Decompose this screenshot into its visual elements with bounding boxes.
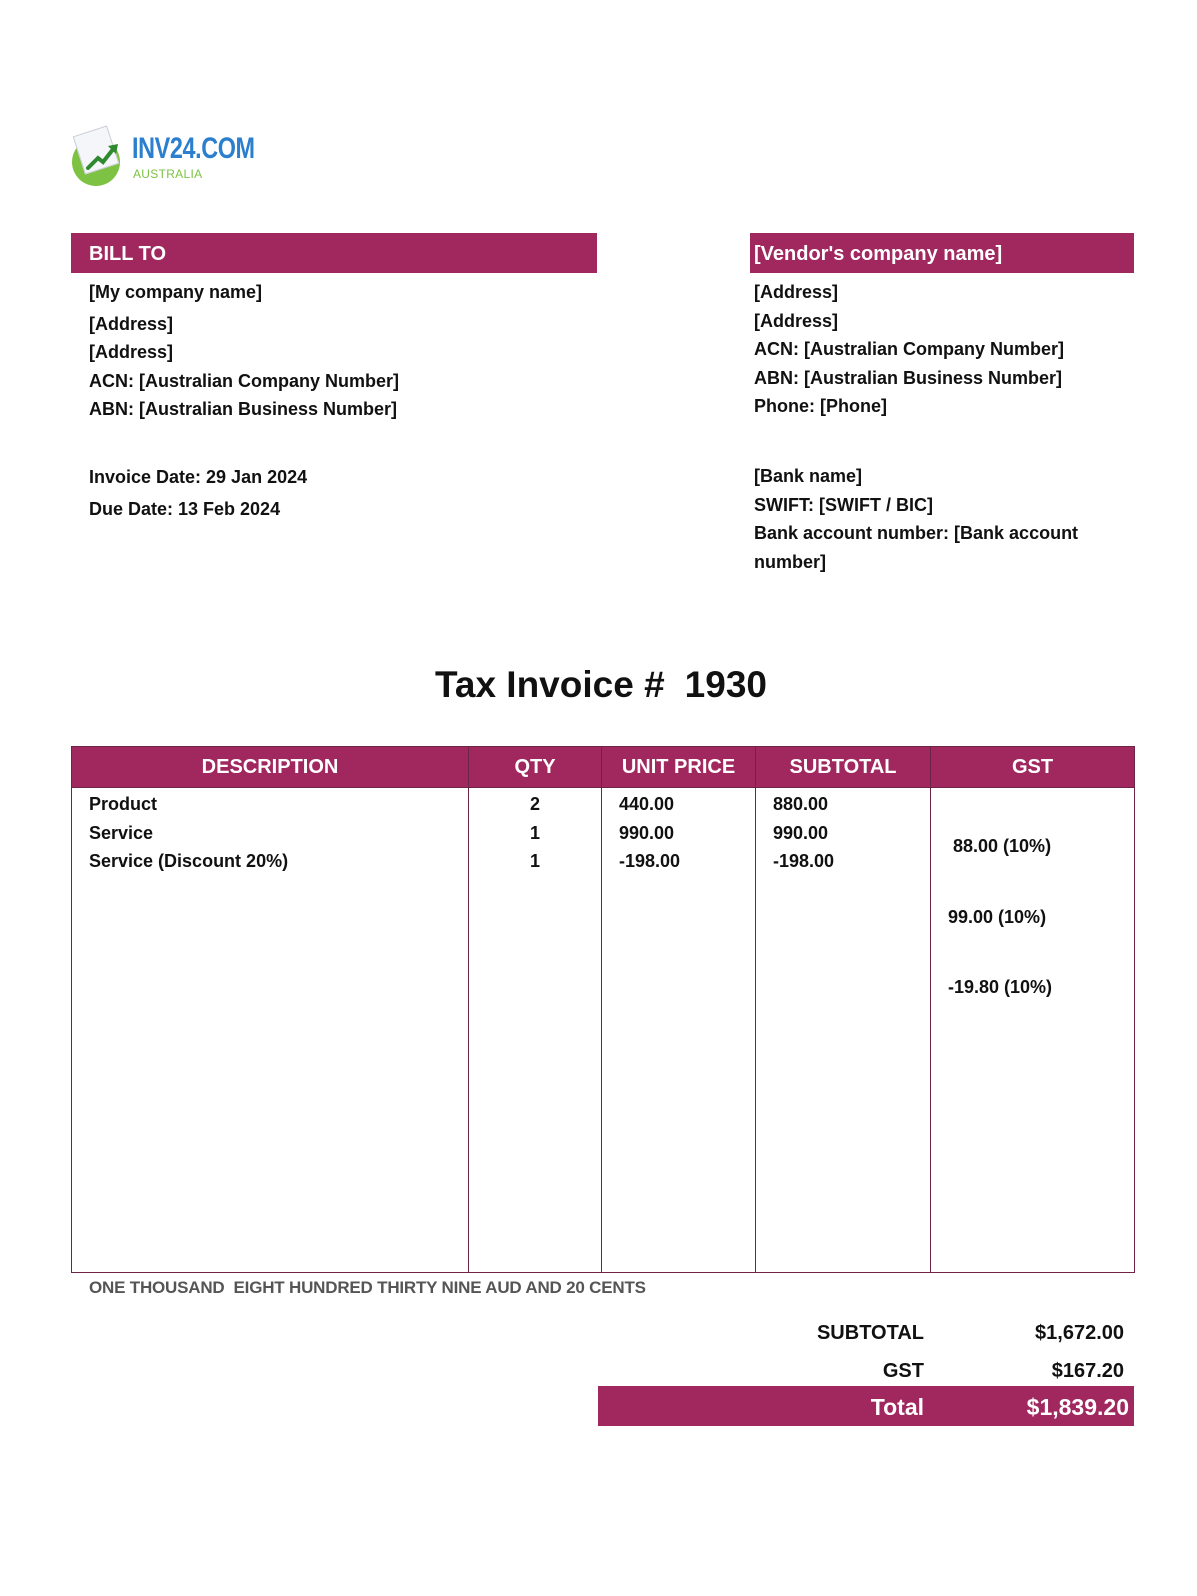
row-3-unit-price: -198.00 <box>619 851 681 871</box>
gst-label: GST <box>882 1360 924 1382</box>
row-1-gst: 88.00 (10%) <box>948 836 1052 856</box>
row-1-description: Product <box>89 794 158 814</box>
vendor-address-2: [Address] <box>754 310 839 331</box>
row-2-gst: 99.00 (10%) <box>948 906 1047 927</box>
logo-subtitle: AUSTRALIA <box>133 167 203 181</box>
invoice-number: 1930 <box>684 664 767 705</box>
table-header-row <box>72 747 1135 788</box>
subtotal-value: $1,672.00 <box>1035 1322 1124 1344</box>
total-value: $1,839.20 <box>1026 1394 1129 1420</box>
vendor-acn: ACN: [Australian Company Number] <box>754 339 1065 359</box>
row-3-description: Service (Discount 20%) <box>89 851 289 871</box>
row-2-description: Service <box>89 822 154 843</box>
bill-to-address-1: [Address] <box>89 313 174 334</box>
bank-account: Bank account number: [Bank account number] <box>754 523 1079 572</box>
row-2-subtotal: 990.00 <box>773 822 829 843</box>
row-1-subtotal: 880.00 <box>773 794 829 814</box>
total-band <box>598 1386 1134 1426</box>
bank-swift: SWIFT: [SWIFT / BIC] <box>754 494 933 515</box>
header-qty: QTY <box>469 747 602 788</box>
row-2-qty: 1 <box>529 822 540 843</box>
gst-value: $167.20 <box>1051 1360 1124 1382</box>
bank-details <box>754 462 1124 576</box>
bill-to-address-2: [Address] <box>89 342 174 362</box>
vendor-abn: ABN: [Australian Business Number] <box>754 367 1063 388</box>
logo-brand-text: INV24.COM <box>132 132 255 165</box>
subtotal-label: SUBTOTAL <box>816 1322 924 1344</box>
row-3-subtotal: -198.00 <box>773 851 835 871</box>
growth-arrow-icon <box>84 136 124 176</box>
bill-to-acn: ACN: [Australian Company Number] <box>89 370 400 391</box>
line-items-table <box>71 746 1135 1273</box>
table-body <box>72 788 1135 1273</box>
due-date: Due Date: 13 Feb 2024 <box>89 499 281 519</box>
bank-name: [Bank name] <box>754 466 863 486</box>
bill-to-details <box>89 278 399 424</box>
bill-to-heading: BILL TO <box>71 233 597 273</box>
row-3-gst: -19.80 (10%) <box>948 977 1053 997</box>
total-label: Total <box>870 1394 924 1420</box>
vendor-details <box>754 278 1064 421</box>
header-gst: GST <box>931 747 1135 788</box>
invoice-title <box>0 664 1197 706</box>
header-unit-price: UNIT PRICE <box>602 747 756 788</box>
row-2-unit-price: 990.00 <box>619 822 675 843</box>
vendor-heading: [Vendor's company name] <box>750 233 1134 273</box>
amount-in-words: ONE THOUSAND EIGHT HUNDRED THIRTY NINE AUD AND 20 CENTS <box>89 1278 646 1297</box>
vendor-phone: Phone: [Phone] <box>754 396 887 416</box>
invoice-title-label: Tax Invoice # <box>435 664 665 705</box>
invoice-date: Invoice Date: 29 Jan 2024 <box>89 467 308 487</box>
invoice-dates <box>89 461 307 525</box>
bill-to-abn: ABN: [Australian Business Number] <box>89 399 398 419</box>
row-1-unit-price: 440.00 <box>619 794 675 814</box>
company-logo <box>70 124 255 188</box>
vendor-address-1: [Address] <box>754 282 839 302</box>
header-subtotal: SUBTOTAL <box>756 747 931 788</box>
header-description: DESCRIPTION <box>72 747 469 788</box>
bill-to-company: [My company name] <box>89 282 263 302</box>
row-3-qty: 1 <box>529 851 540 871</box>
row-1-qty: 2 <box>529 794 540 814</box>
